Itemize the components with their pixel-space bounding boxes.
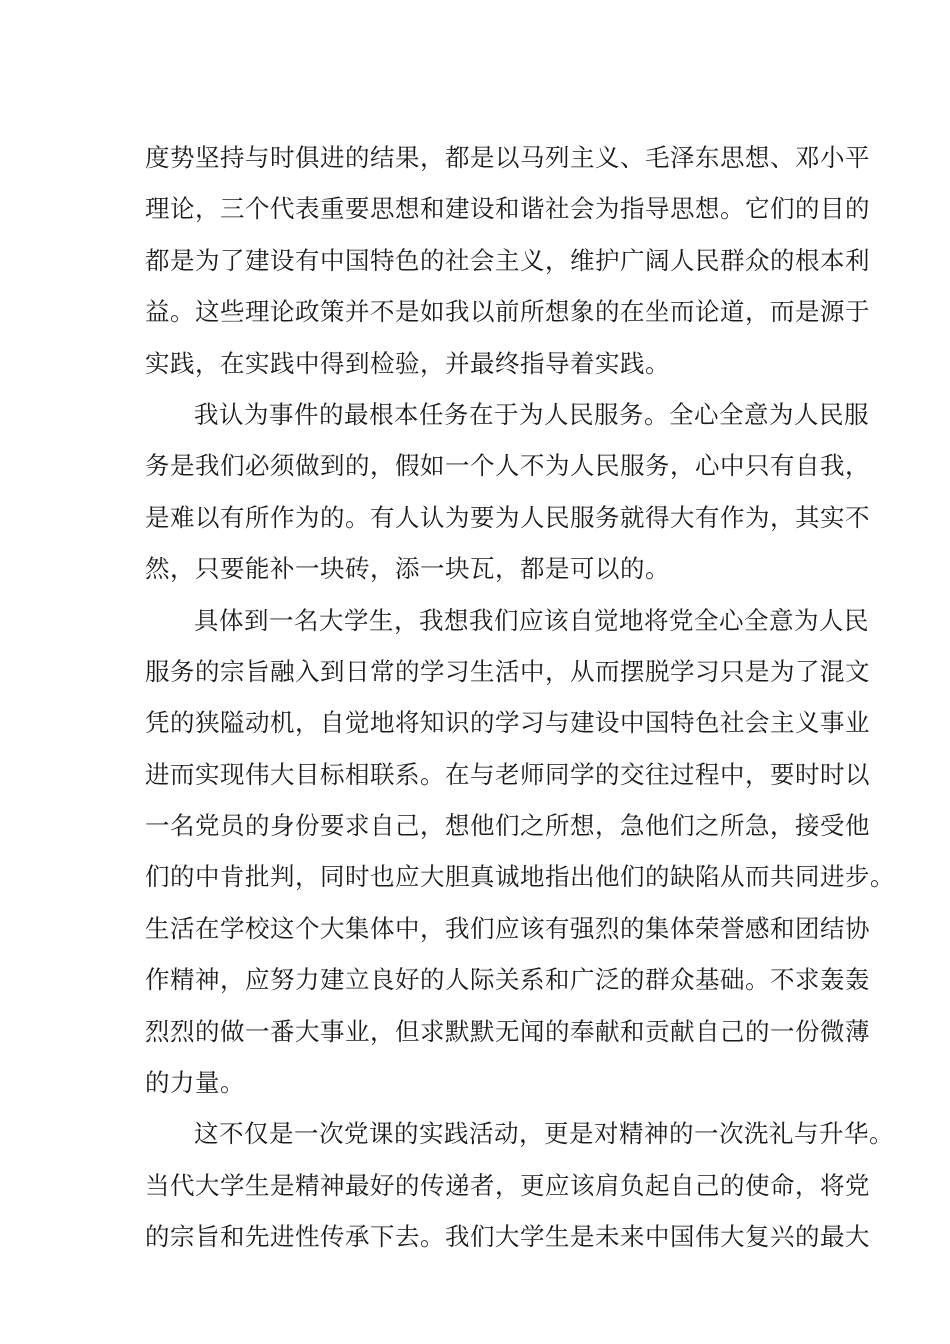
text-line: 务是我们必须做到的，假如一个人不为人民服务，心中只有自我， bbox=[145, 451, 870, 481]
text-line: 们的中肯批判，同时也应大胆真诚地指出他们的缺陷从而共同进步。 bbox=[145, 862, 895, 892]
paragraph bbox=[145, 132, 870, 389]
text-line: 的宗旨和先进性传承下去。我们大学生是未来中国伟大复兴的最大 bbox=[145, 1222, 870, 1252]
text-line: 进而实现伟大目标相联系。在与老师同学的交往过程中，要时时以 bbox=[145, 759, 870, 789]
text-line: 作精神，应努力建立良好的人际关系和广泛的群众基础。不求轰轰 bbox=[145, 965, 870, 995]
text-line: 烈烈的做一番大事业，但求默默无闻的奉献和贡献自己的一份微薄 bbox=[145, 1016, 870, 1046]
text-line: 理论，三个代表重要思想和建设和谐社会为指导思想。它们的目的 bbox=[145, 194, 870, 224]
paragraph bbox=[145, 1108, 894, 1262]
text-line: 都是为了建设有中国特色的社会主义，维护广阔人民群众的根本利 bbox=[145, 245, 870, 275]
text-line: 生活在学校这个大集体中，我们应该有强烈的集体荣誉感和团结协 bbox=[145, 913, 870, 943]
text-line: 益。这些理论政策并不是如我以前所想象的在坐而论道，而是源于 bbox=[145, 297, 870, 327]
paragraph bbox=[145, 595, 895, 1109]
text-line: 当代大学生是精神最好的传递者，更应该肩负起自己的使命，将党 bbox=[145, 1170, 870, 1200]
text-line: 是难以有所作为的。有人认为要为人民服务就得大有作为，其实不 bbox=[145, 502, 870, 532]
text-line: 凭的狭隘动机，自觉地将知识的学习与建设中国特色社会主义事业 bbox=[145, 708, 870, 738]
text-line: 这不仅是一次党课的实践活动，更是对精神的一次洗礼与升华。 bbox=[194, 1119, 894, 1149]
paragraph bbox=[145, 389, 870, 595]
document-body bbox=[145, 132, 895, 1263]
text-line: 然，只要能补一块砖，添一块瓦，都是可以的。 bbox=[145, 554, 670, 584]
text-line: 具体到一名大学生，我想我们应该自觉地将党全心全意为人民 bbox=[194, 605, 869, 635]
text-line: 度势坚持与时俱进的结果，都是以马列主义、毛泽东思想、邓小平 bbox=[145, 143, 870, 172]
text-line: 实践，在实践中得到检验，并最终指导着实践。 bbox=[145, 348, 670, 378]
text-line: 的力量。 bbox=[145, 1068, 245, 1098]
text-line: 服务的宗旨融入到日常的学习生活中，从而摆脱学习只是为了混文 bbox=[145, 656, 870, 686]
text-line: 一名党员的身份要求自己，想他们之所想，急他们之所急，接受他 bbox=[145, 811, 870, 841]
text-line: 我认为事件的最根本任务在于为人民服务。全心全意为人民服 bbox=[194, 399, 869, 429]
